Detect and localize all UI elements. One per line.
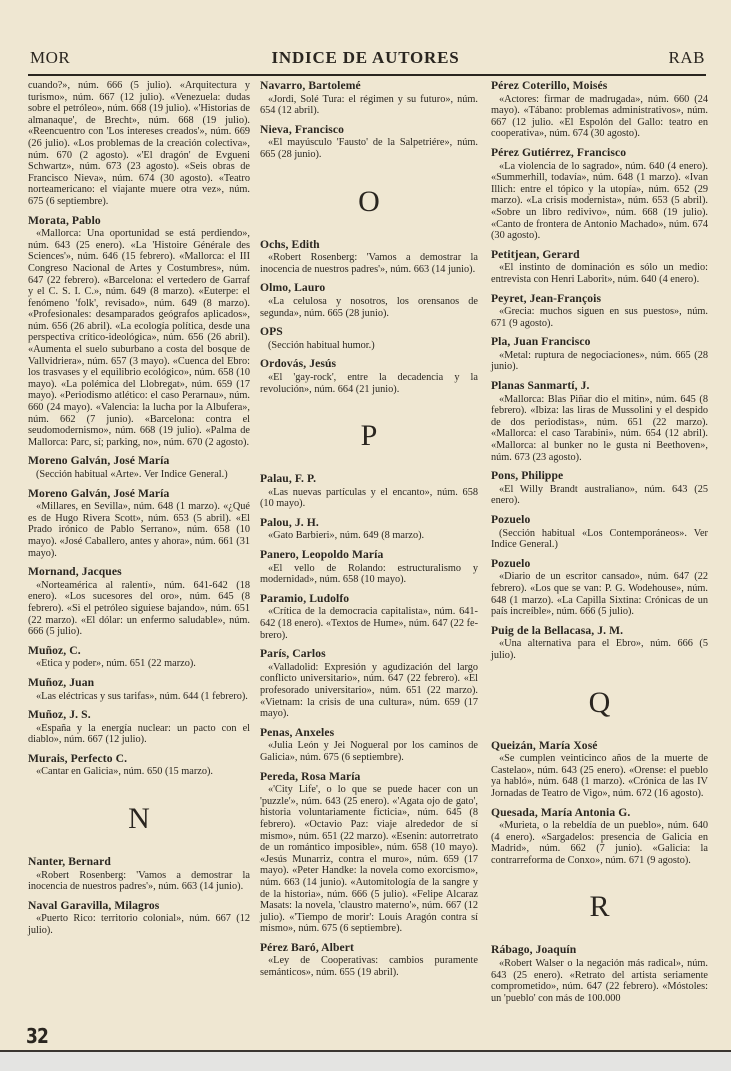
section-letter: Q (588, 685, 611, 719)
article-list: «Julia León y Jei Nogueral por los caminos de Galicia», núm. 675 (6 septiembre). (260, 740, 478, 763)
author-name: Quesada, María Antonia G. (491, 805, 631, 819)
index-entry (28, 900, 250, 937)
author-name: Pérez Gutiérrez, Francisco (491, 145, 627, 159)
author-name: Palau, F. P. (260, 472, 317, 486)
index-entry (491, 807, 708, 867)
index-entry (491, 625, 708, 662)
header-rule (28, 74, 706, 76)
index-entry (260, 517, 478, 542)
index-entry (260, 942, 478, 979)
author-name: Penas, Anxeles (260, 725, 335, 739)
author-name: Moreno Galván, José María (28, 454, 170, 468)
column-3 (491, 80, 708, 1004)
author-name: Morata, Pablo (28, 213, 101, 227)
article-list: (Sección habitual humor.) (268, 339, 375, 351)
section-letter: O (358, 184, 380, 218)
article-list: «Una alternativa para el Ebro», núm. 666 (5 julio). (491, 638, 708, 661)
index-entry (491, 514, 708, 551)
article-list: «Valladolid: Expresión y agudización del largo conflicto universitario», núm. 647 (22 febrero). «El profesorado universitario», núm. 651 (22 marzo). «Vietnam: la crisis de una cultura», núm. 659 (17 mayo). (260, 661, 478, 720)
author-name: OPS (260, 325, 283, 339)
index-entry (491, 249, 708, 286)
index-entry (28, 856, 250, 893)
author-name: Ochs, Edith (260, 237, 320, 251)
article-list: «Diario de un escritor cansado», núm. 647 (22 febrero). «Los que se van: P. G. Wodehouse», núm. 648 (1 marzo). «La Capilla Sixtina: Crónicas de un país increíble», núm. 666 (5 julio). (491, 571, 708, 618)
index-entry (491, 380, 708, 463)
index-entry (260, 124, 478, 161)
author-name: Paramio, Ludolfo (260, 591, 350, 605)
author-name: Naval Garavilla, Milagros (28, 898, 160, 912)
section-letter: R (589, 890, 610, 924)
article-list: «Gato Barbieri», núm. 649 (8 marzo). (268, 530, 425, 542)
article-list: «Etica y poder», núm. 651 (22 marzo). (36, 658, 196, 670)
article-list: «Crítica de la democracia capitalista», núm. 641-642 (18 enero). «Textos de Hume», núm. 647 (22 fe-brero). (260, 606, 478, 641)
author-name: Planas Sanmartí, J. (491, 379, 590, 393)
column-2 (260, 80, 478, 979)
article-list: «Las eléctricas y sus tarifas», núm. 644 (1 febrero). (36, 690, 248, 702)
index-entry (260, 326, 478, 351)
author-name: Nanter, Bernard (28, 855, 111, 869)
index-entry (28, 566, 250, 638)
article-list: «Mallorca: Una oportunidad se está perdiendo», núm. 643 (25 enero). «La 'Histoire Générale des Sciences'», núm. 646 (15 febrero). «Mallorca: el III Congreso Nacional de Artes y Costumbres», núm. 647 (22 febrero). «Barcelona: el vertedero de Garraf y el C. S. I. C.», núm. 649 (8 marzo). «Euterpe: el fenómeno 'folk', revisado», núm. 649 (8 marzo). «Profesionales: desamparados geógrafos aplicados», núm. 656 (26 abril). «La ecología política, desde una perspectiva crítico-ideológica», núm. 656 (26 abril). «Aumenta el suelo suburbano a costa del bosque de Vallvidriera», núm. 657 (3 mayo). «Cuenca del Ebro: los trasvases y el equilibrio ecológico», núm. 658 (10 mayo). «La polémica del Llobregat», núm. 659 (17 mayo). «Periodismo atlético: el caso Perarnau», núm. 660 (24 mayo). «Valencia: la lucha por la Albufera», núm. 662 (7 junio). «Barcelona: contra el seudomodernismo», núm. 668 (19 julio). «Palma de Mallorca: Parc, sí; parking, no», núm. 670 (2 agosto). (28, 228, 250, 448)
index-entry (28, 645, 250, 670)
article-list: «El mayúsculo 'Fausto' de la Salpetriére», núm. 665 (28 junio). (260, 137, 478, 160)
index-entry (260, 593, 478, 641)
article-list: «Se cumplen veinticinco años de la muerte de Castelao», núm. 643 (25 enero). «Orense: el pueblo ya habló», núm. 648 (1 marzo). «Crónica de las IV Jornadas de Teatro de Vigo», núm. 672 (16 agosto). (491, 753, 708, 799)
article-list: «El instinto de dominación es sólo un medio: entrevista con Henri Laborit», núm. 640 (4 enero). (491, 262, 708, 285)
section-letter: P (360, 419, 378, 453)
author-name: Pozuelo (491, 513, 531, 526)
index-entry (260, 473, 478, 510)
index-entry (28, 488, 250, 560)
article-list: «España y la energía nuclear: un pacto con el diablo», núm. 667 (12 julio). (28, 722, 250, 746)
article-list: «Cantar en Galicia», núm. 650 (15 marzo). (36, 766, 213, 778)
index-entry (260, 80, 478, 117)
index-entry (260, 549, 478, 586)
author-name: Pérez Baró, Albert (260, 940, 354, 954)
author-name: París, Carlos (260, 647, 326, 661)
column-1 (28, 80, 250, 937)
index-entry (28, 753, 250, 778)
index-entry (28, 215, 250, 449)
index-entry (260, 239, 478, 276)
index-entry (491, 80, 708, 140)
article-list: «Robert Rosenberg: 'Vamos a demostrar la inocencia de nuestros padres'», núm. 663 (14 junio). (260, 252, 478, 275)
article-list: «Actores: firmar de madrugada», núm. 660 (24 mayo). «Tábano: problemas administrativos», núm. 667 (12 julio. «El Espolón del Gallo: teatro en cooperativa», núm. 674 (30 agosto). (491, 93, 708, 140)
article-list: «El Willy Brandt australiano», núm. 643 (25 enero). (491, 483, 708, 507)
index-entry (491, 293, 708, 330)
index-entry (491, 740, 708, 800)
scan-margin (0, 1052, 731, 1071)
article-list: «El 'gay-rock', entre la decadencia y la revolución», núm. 664 (21 junio). (260, 371, 478, 395)
article-list: «'City Life', o lo que se puede hacer con un 'puzzle'», núm. 643 (25 enero). «'Agata ojo de gato', historia voluntariamente ficticia», núm. 645 (8 febrero). «Octavio Paz: viaje alrededor de sí mismo», núm. 651 (22 marzo). «Esenin: autorretrato de un romántico imposible», núm. 658 (10 mayo). «Jesús Munarriz, contra el muro», núm. 659 (17 mayo). «Peter Handke: la novela como exorcismo», núm. 663 (14 junio). «Automitología de la sangre y de la historia», núm. 666 (5 julio). «Felipe Alcaraz Masats: la novela, 'claustro materno'», núm. 667 (12 julio). «'Tiempo de morir': Louis Aragón contra sí mismo», núm. 675 (6 septiembre). (260, 784, 478, 935)
index-entry (491, 470, 708, 507)
article-list: «Robert Rosenberg: 'Vamos a demostrar la inocencia de nuestros padres'», núm. 663 (14 junio). (28, 869, 250, 893)
article-list: «Mallorca: Blas Piñar dio el mitin», núm. 645 (8 febrero). «Ibiza: las liras de Mussolini y el despido de dos periodistas», núm. 651 (22 marzo). «Mallorca: el caso Tarabini», núm. 654 (12 abril). «Mallorca: al bunker no le gusta ni Beethoven», núm. 673 (23 agosto). (491, 393, 708, 463)
index-entry (260, 282, 478, 319)
author-name: Muñoz, Juan (28, 675, 95, 689)
index-entry (491, 147, 708, 242)
article-list: (Sección habitual «Arte». Ver Indice General.) (36, 469, 228, 480)
author-name: Queizán, María Xosé (491, 738, 598, 752)
author-name: Moreno Galván, José María (28, 486, 170, 500)
article-list: «Ley de Cooperativas: cambios puramente semánticos», núm. 655 (19 abril). (260, 955, 478, 979)
index-entry (491, 558, 708, 618)
header-range-start: MOR (30, 48, 71, 67)
index-entry (491, 944, 708, 1004)
article-list: «Millares, en Sevilla», núm. 648 (1 marzo). «¿Qué es de Hugo Rivera Scott», núm. 653 (5 abril). «El Prado irónico de Pablo Serrano», núm. 658 (10 mayo). «José Caballero, antes y ahora», núm. 661 (31 mayo). (28, 501, 250, 559)
header-range-end: RAB (668, 48, 705, 67)
article-list: (Sección habitual «Los Contemporáneos». Ver Indice General.) (491, 527, 708, 551)
author-name: Pla, Juan Francisco (491, 335, 591, 349)
author-name: Pozuelo (491, 556, 531, 570)
index-entry (491, 336, 708, 373)
author-name: Muñoz, C. (28, 643, 81, 657)
author-name: Pons, Philippe (491, 469, 564, 483)
article-list: «Murieta, o la rebeldía de un pueblo», núm. 640 (4 enero). «Sargadelos: presencia de Galicia en Madrid», núm. 662 (7 junio). «Galicia: la contrarreforma de Conxo», núm. 671 (9 agosto). (491, 820, 708, 866)
page-title: INDICE DE AUTORES (271, 48, 460, 67)
author-name: Palou, J. H. (260, 515, 319, 529)
article-list: «Metal: ruptura de negociaciones», núm. 665 (28 junio). (491, 349, 708, 373)
author-name: Pereda, Rosa María (260, 769, 361, 783)
author-name: Ordovás, Jesús (260, 357, 337, 371)
author-name: Peyret, Jean-François (491, 291, 602, 305)
article-list: «Jordi, Solé Tura: el régimen y su futuro», núm. 654 (12 abril). (260, 93, 478, 117)
author-name: Rábago, Joaquín (491, 943, 577, 957)
author-name: Murais, Perfecto C. (28, 751, 128, 765)
index-entry (260, 771, 478, 935)
article-list: «La violencia de lo sagrado», núm. 640 (4 enero). «Summerhill, todavía», núm. 648 (1 marzo). «Ivan Illich: entre el tópico y la utopía», núm. 652 (29 marzo). «La crisis modernista», núm. 653 (5 abril). «Sobre un libro redivivo», núm. 668 (19 julio). «Canto de frontera de Antonio Machado», núm. 674 (30 agosto). (491, 160, 708, 242)
index-entry (260, 358, 478, 395)
author-name: Olmo, Lauro (260, 281, 326, 295)
author-name: Mornand, Jacques (28, 565, 122, 579)
author-name: Petitjean, Gerard (491, 247, 580, 261)
article-list: «Grecia: muchos siguen en sus puestos», núm. 671 (9 agosto). (491, 306, 708, 329)
author-name: Puig de la Bellacasa, J. M. (491, 623, 624, 637)
article-list: «Robert Walser o la negación más radical», núm. 643 (25 enero). «Retrato del artista seriamente comprometido», núm. 647 (22 febrero). «Móstoles: un 'pueblo' con más de 100.000 (491, 958, 708, 1004)
author-name: Pérez Coterillo, Moisés (491, 79, 608, 92)
article-list: «Puerto Rico: territorio colonial», núm. 667 (12 julio). (28, 913, 250, 937)
article-list: «Las nuevas partículas y el encanto», núm. 658 (10 mayo). (260, 486, 478, 510)
index-entry (28, 677, 250, 702)
author-name: Navarro, Bartolemé (260, 79, 361, 92)
section-letter: N (128, 802, 150, 836)
index-entry (28, 455, 250, 480)
article-list: «El vello de Rolando: estructuralismo y modernidad», núm. 658 (10 mayo). (260, 562, 478, 586)
page-number: 32 (26, 1024, 48, 1048)
author-name: Nieva, Francisco (260, 122, 345, 136)
author-name: Panero, Leopoldo María (260, 548, 384, 562)
index-entry (28, 709, 250, 746)
article-list: «Norteamérica al ralentí», núm. 641-642 (18 enero). «Los sucesores del oro», núm. 645 (8 febrero). «Si el petróleo siguiese bajando», núm. 651 (22 marzo). «El dólar: un enfermo saludable», núm. 666 (5 julio). (28, 579, 250, 638)
author-name: Muñoz, J. S. (28, 708, 91, 722)
article-list: «La celulosa y nosotros, los orensanos de segunda», núm. 665 (28 junio). (260, 295, 478, 319)
index-entry (260, 648, 478, 720)
index-entry (260, 727, 478, 764)
continuation-text: cuando?», núm. 666 (5 julio). «Arquitectura y turismo», núm. 667 (12 julio). «Venezuela: dudas sobre el petróleo», núm. 668 (19 julio). «'Historias de almanaque', de Brecht», núm. 668 (19 julio). «Reencuentro con 'Los intereses creados'», núm. 669 (26 julio). «Los problemas de la creación colectiva», núm. 670 (2 agosto). «'El dragón' de Evgueni Schwartz», núm. 673 (23 agosto). «Seis obras de Francisco Nieva», núm. 674 (30 agosto). «Teatro norteamericano: el viajante muere otra vez», núm. 675 (6 septiembre). (28, 80, 250, 207)
